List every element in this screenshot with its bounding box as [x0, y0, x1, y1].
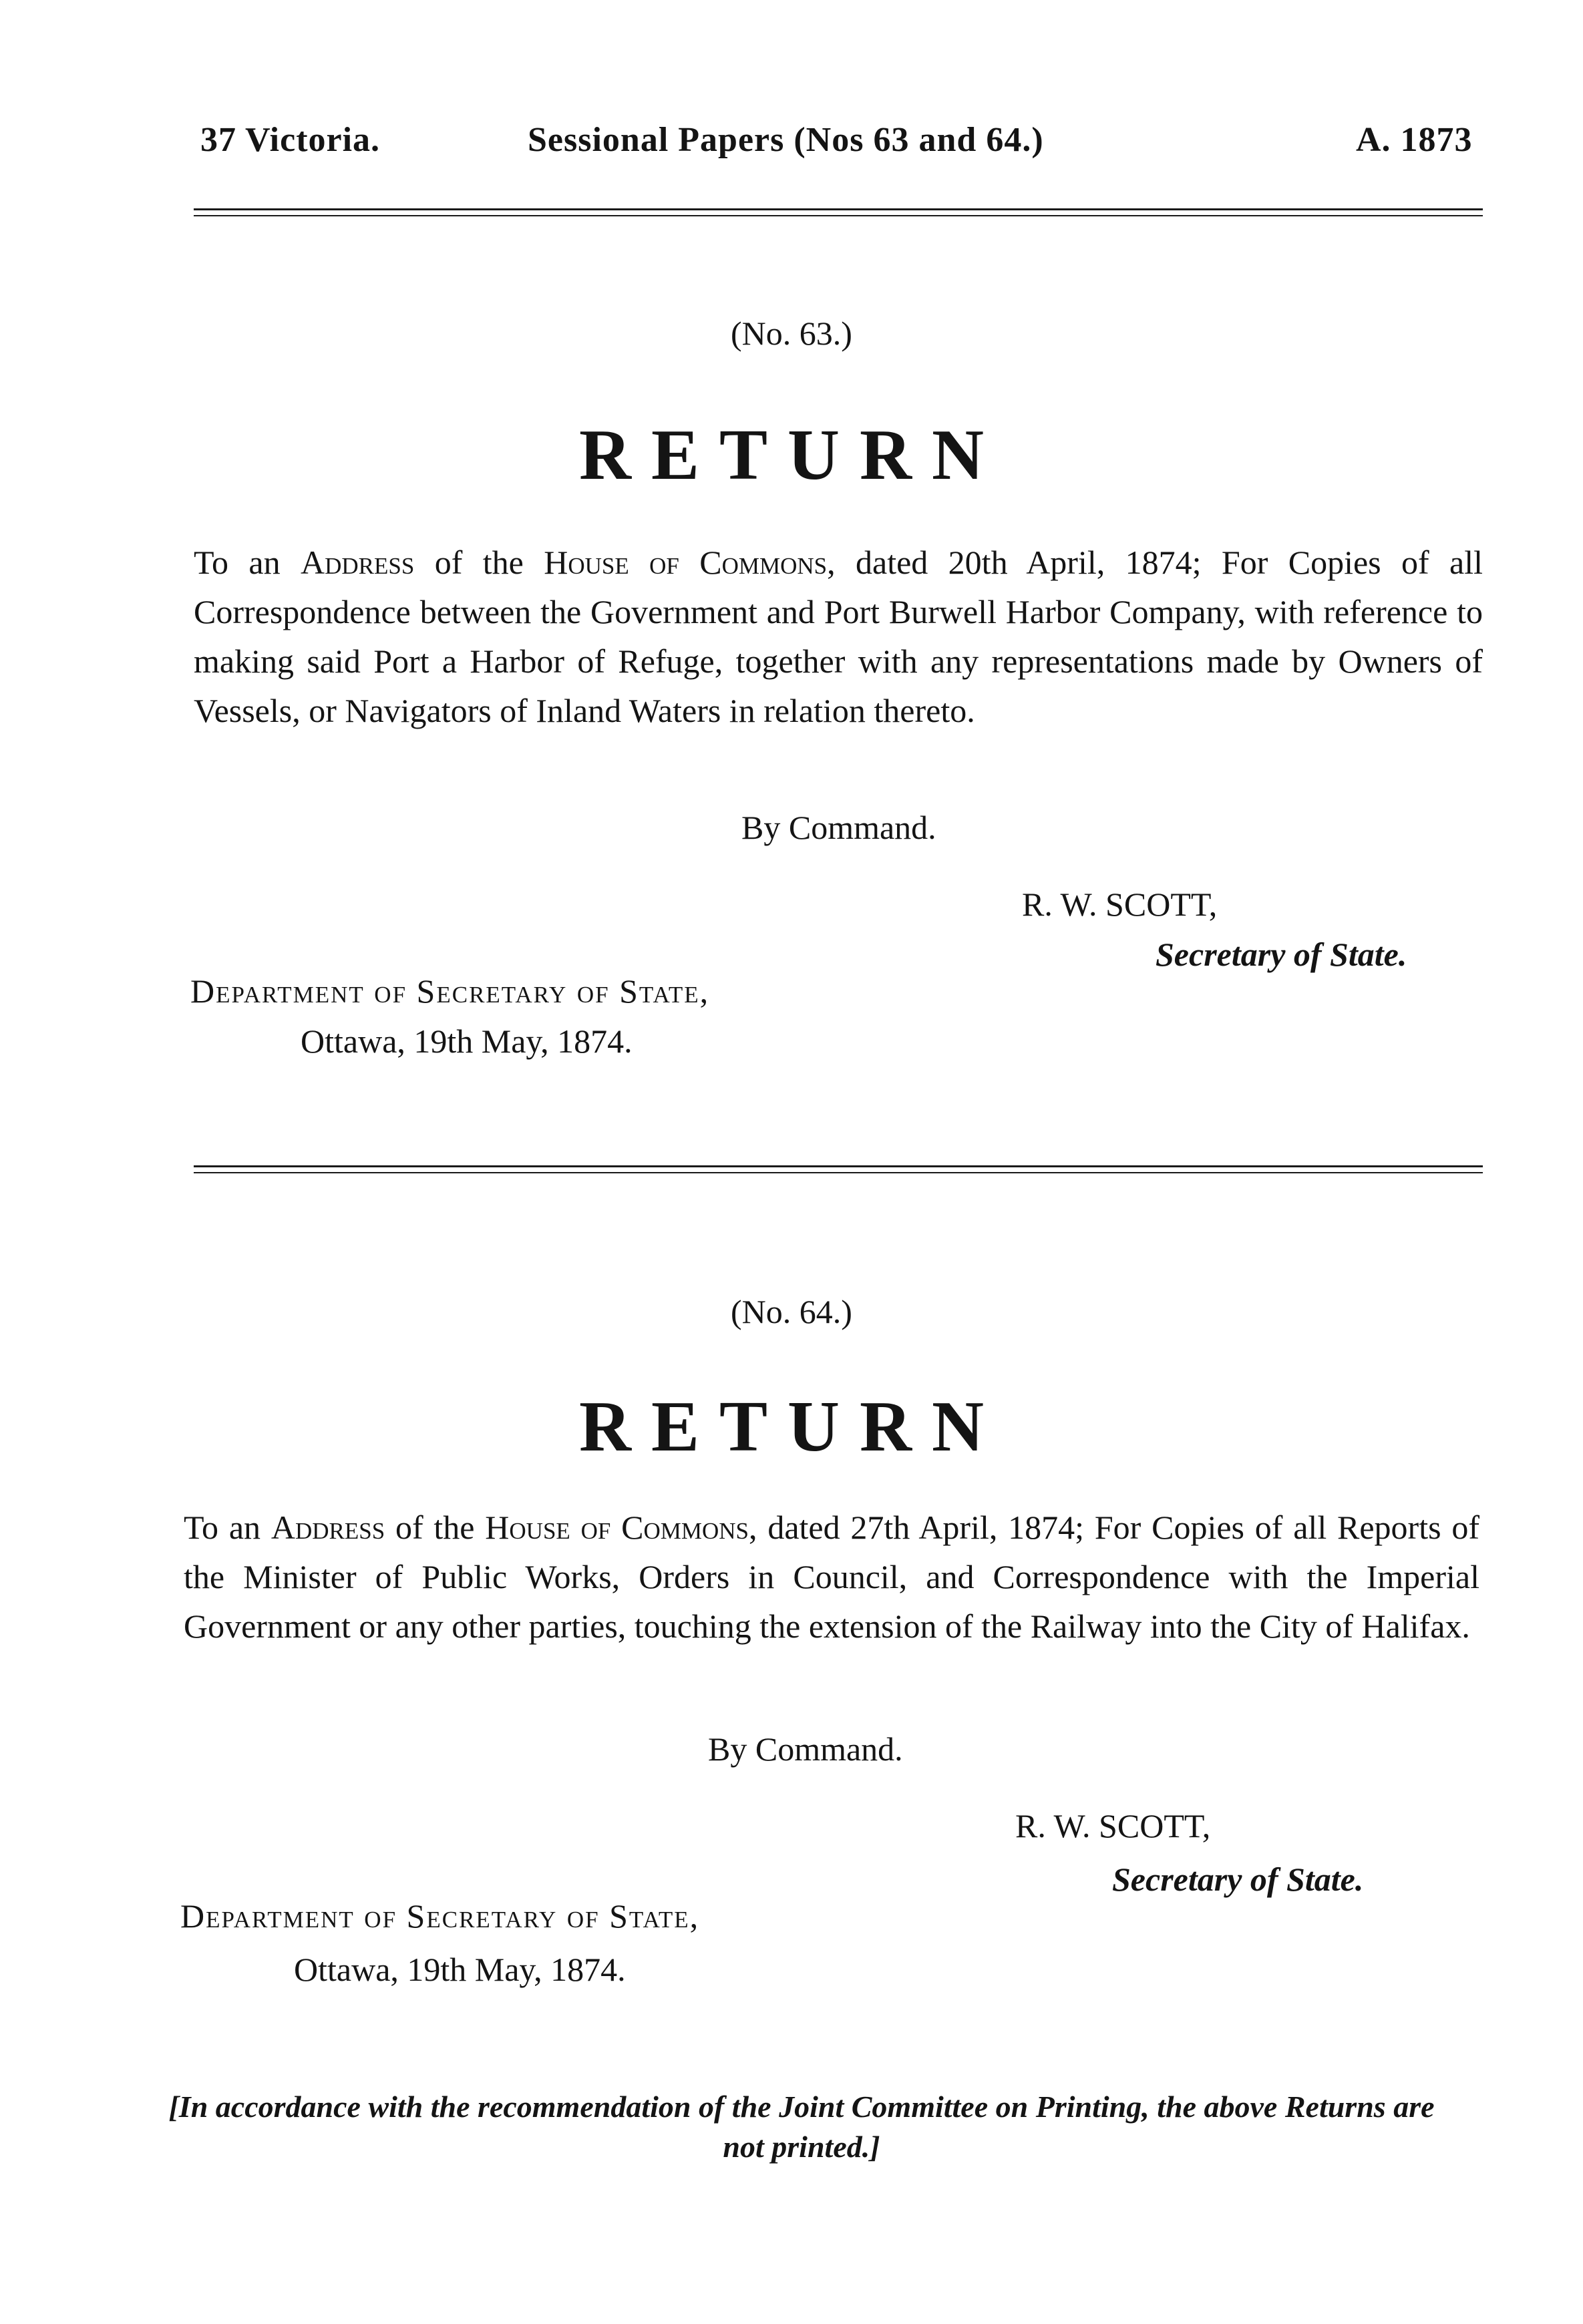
return-63-place-date: Ottawa, 19th May, 1874.: [301, 1022, 633, 1060]
return-63-body: To an Address of the House of Commons, dated 20th April, 1874; For Copies of all Correspondence between the Government and Port Burwell Harbor Company, with reference to making said Port a Harbor of Refuge, together with any representations made by Owners of Vessels, or Navigators of Inland Waters in relation thereto.: [194, 544, 1483, 729]
header-title: Sessional Papers (Nos 63 and 64.): [528, 121, 1044, 159]
section-divider: [194, 1165, 1483, 1178]
return-63-signatory: R. W. SCOTT,: [1022, 886, 1218, 923]
return-64-by-command: By Command.: [708, 1730, 903, 1768]
return-64-signatory-title: Secretary of State.: [1112, 1861, 1364, 1898]
header-rule: [194, 208, 1483, 221]
return-63-department: Department of Secretary of State,: [190, 972, 710, 1010]
printing-footnote: [In accordance with the recommendation of the Joint Committee on Printing, the above Returns are not printed.]: [168, 2090, 1435, 2164]
return-64-title: RETURN: [578, 1387, 1005, 1467]
header-session: 37 Victoria.: [200, 121, 381, 159]
return-63-number: (No. 63.): [731, 315, 852, 352]
header-year: A. 1873: [1356, 121, 1473, 159]
return-64-department: Department of Secretary of State,: [180, 1897, 700, 1935]
return-63-signatory-title: Secretary of State.: [1156, 936, 1407, 973]
return-63-title: RETURN: [578, 415, 1005, 495]
return-63-by-command: By Command.: [741, 809, 936, 846]
return-64-body: To an Address of the House of Commons, dated 27th April, 1874; For Copies of all Reports of the Minister of Public Works, Orders in Council, and Correspondence with the Imperial Government or any other parties, touching the extension of the Railway into the City of Halifax.: [184, 1509, 1480, 1645]
return-64-place-date: Ottawa, 19th May, 1874.: [294, 1951, 626, 1988]
return-64-number: (No. 64.): [731, 1293, 852, 1330]
return-64-signatory: R. W. SCOTT,: [1015, 1807, 1211, 1845]
